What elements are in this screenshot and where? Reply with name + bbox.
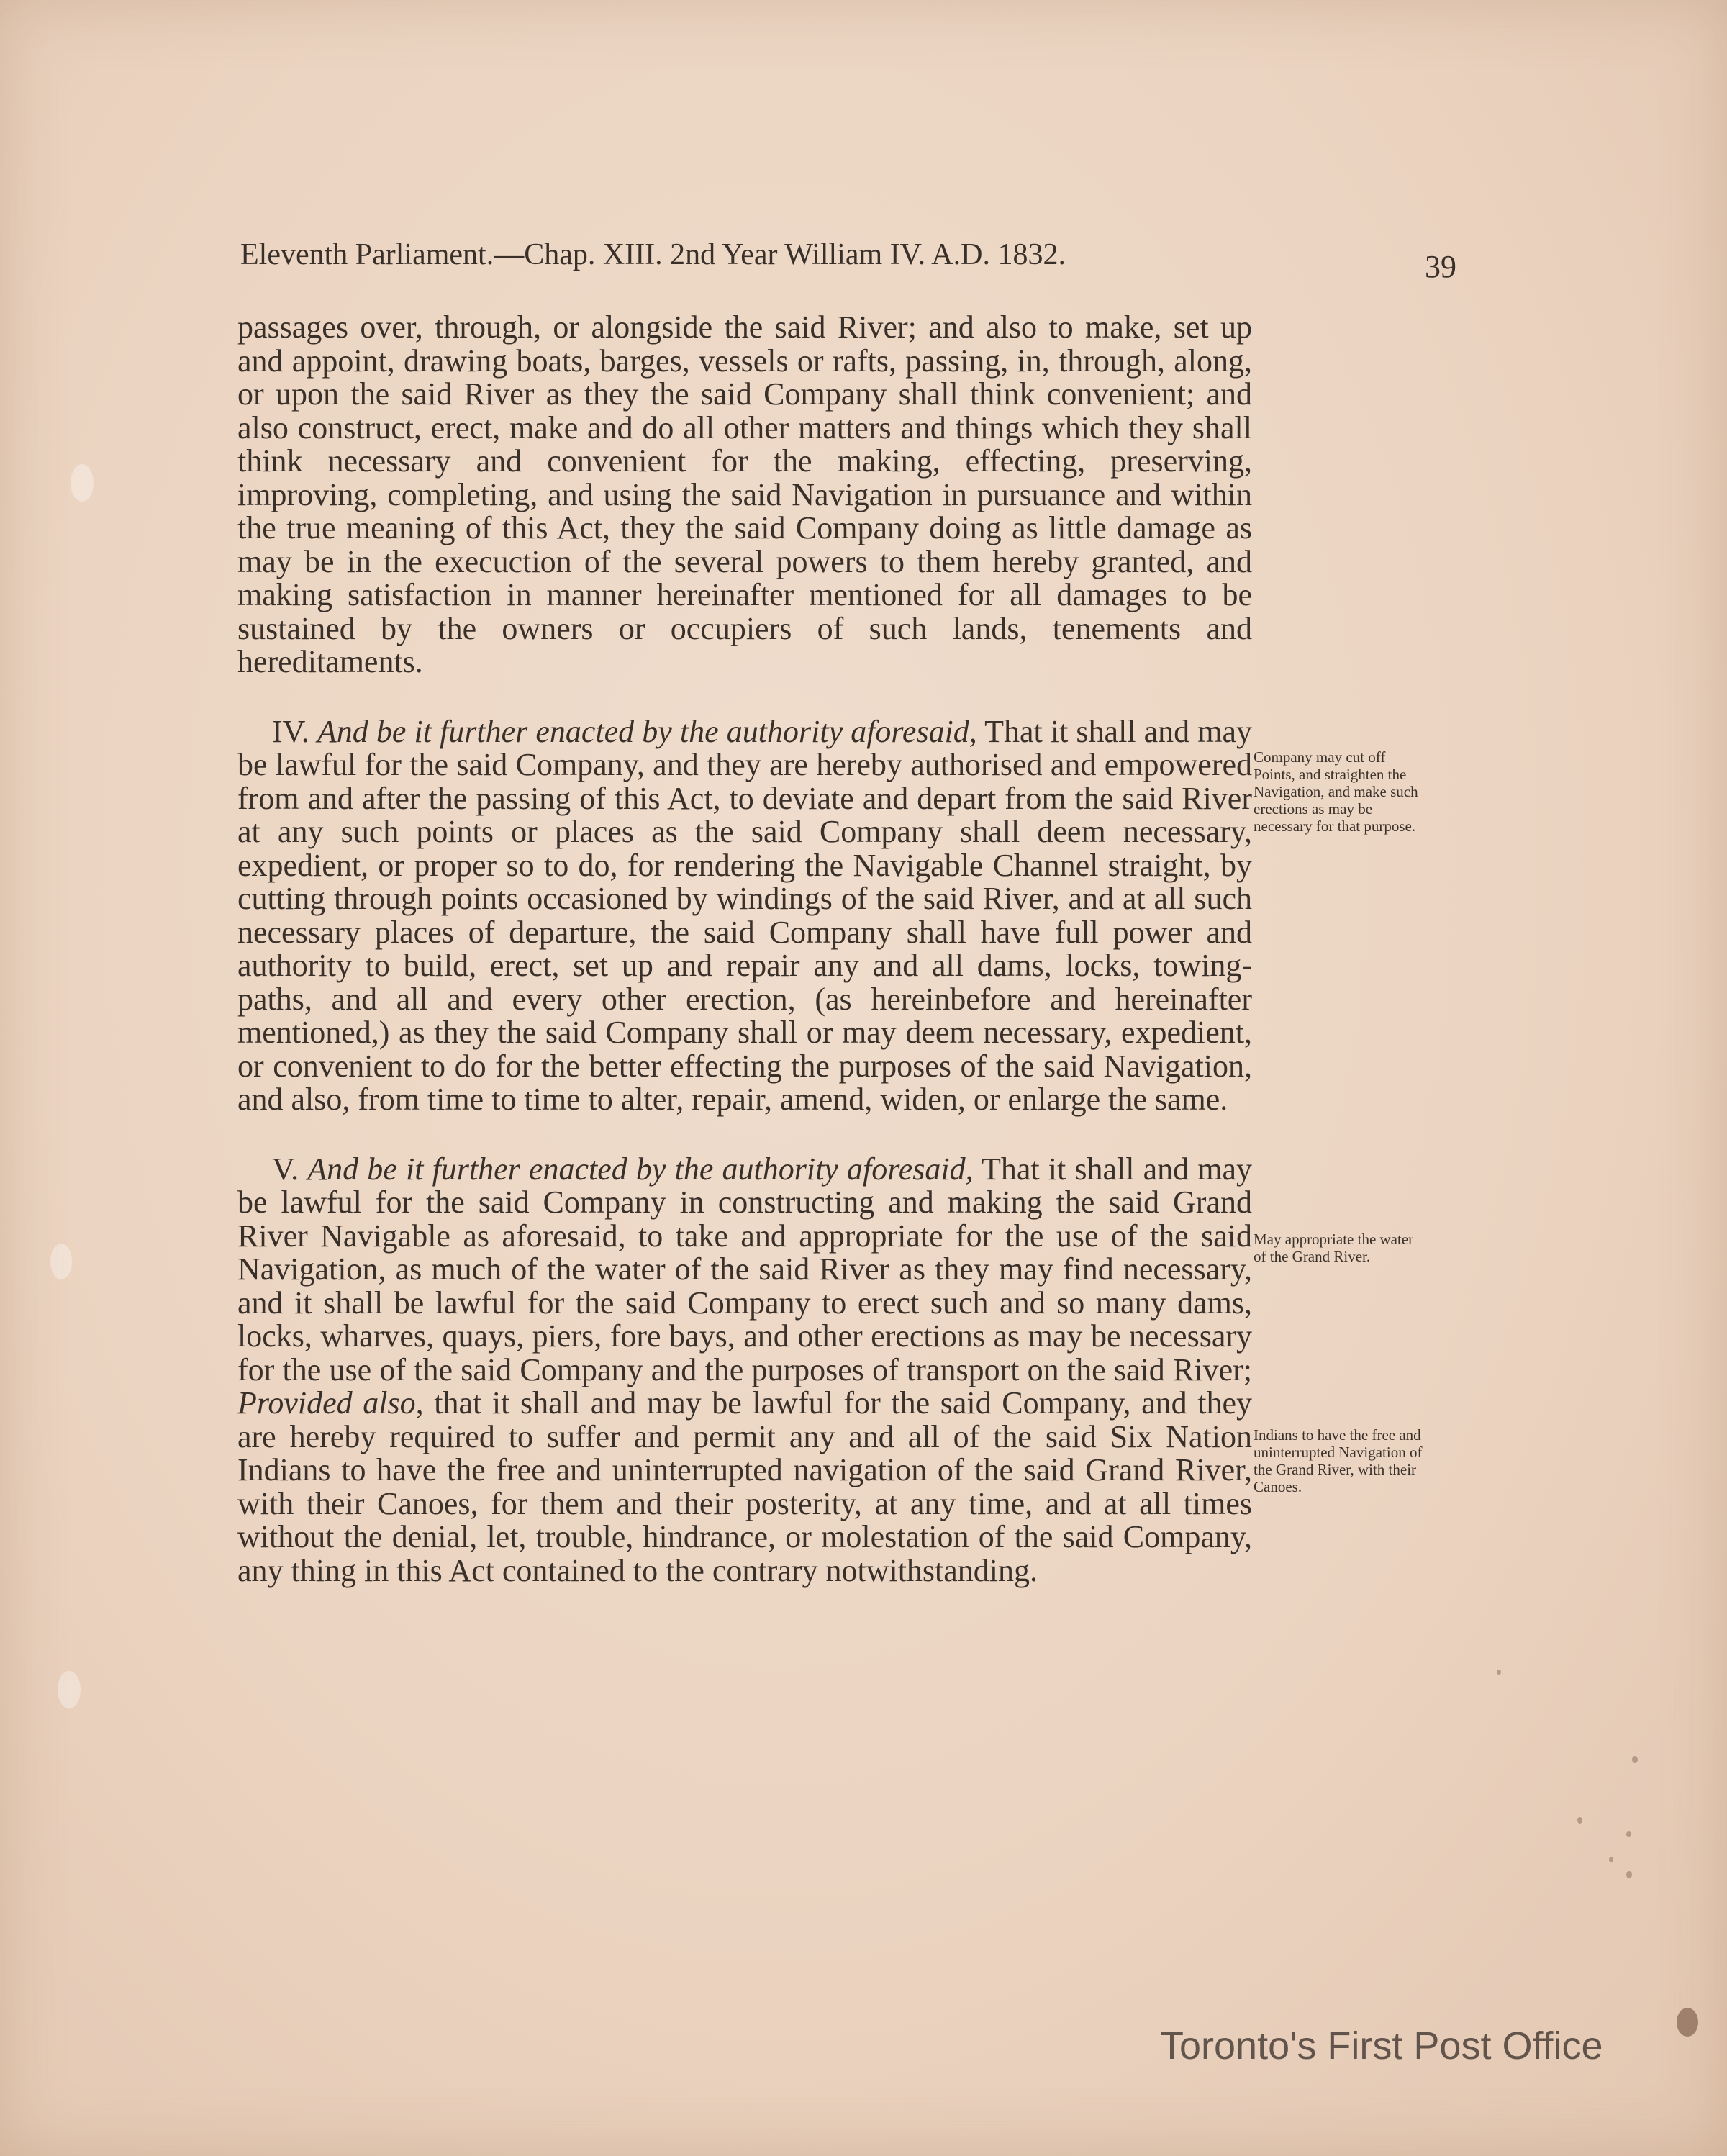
statute-body <box>237 311 1252 1587</box>
section-iv-number: IV. <box>272 713 309 749</box>
section-v-text-b: that it shall and may be lawful for the said Company, and they are hereby required to suffer and permit any and all of the said Six Nation Indians to have the free and uninterrupted navigation of the said Grand River, with their Canoes, for them and their posterity, at any time, and at all times without the denial, let, trouble, hindrance, or molestation of the said Company, any thing in this Act contained to the contrary notwithstanding. <box>237 1385 1253 1588</box>
paragraph-continued: passages over, through, or alongside the said River; and also to make, set up and appoint, drawing boats, barges, vessels or rafts, passing, in, through, along, or upon the said River as they the said Company shall think convenient; and also construct, erect, make and do all other matters and things which they shall think necessary and convenient for the making, effecting, preserving, improving, completing, and using the said Navigation in pursuance and within the true meaning of this Act, they the said Company doing as little damage as may be in the execuction of the several powers to them hereby granted, and making satisfaction in manner hereinafter mentioned for all damages to be sustained by the owners or occupiers of such lands, tenements and hereditaments. <box>237 309 1252 679</box>
foxing-spot <box>1609 1857 1613 1862</box>
marginal-note-indians: Indians to have the free and uninterrupted Navigation of the Grand River, with their Canoes. <box>1254 1426 1423 1495</box>
section-v-number: V. <box>272 1151 299 1187</box>
section-iv-text: That it shall and may be lawful for the said Company, and they are hereby authorised and empowered from and after the passing of this Act, to deviate and depart from the said River at any such points or places as the said Company shall deem necessary, expedient, or proper so to do, for rendering the Navigable Channel straight, by cutting through points occasioned by windings of the said River, and at all such necessary places of departure, the said Company shall have full power and authority to build, erect, set up and repair any and all dams, locks, towing-paths, and all and every other erection, (as hereinbefore and hereinafter mentioned,) as they the said Company shall or may deem necessary, expedient, or convenient to do for the better effecting the purposes of the said Navigation, and also, from time to time to alter, repair, amend, widen, or enlarge the same. <box>237 713 1253 1117</box>
section-v-text-a: That it shall and may be lawful for the said Company in constructing and making the said Grand River Navigable as aforesaid, to take and appropriate for the use of the said Navigation, as much of the water of the said River as they may find necessary, and it shall be lawful for the said Company to erect such and so many dams, locks, wharves, quays, piers, fore bays, and other erections as may be necessary for the use of the said Company and the purposes of transport on the said River; <box>237 1151 1253 1387</box>
running-head: Eleventh Parliament.—Chap. XIII. 2nd Year William IV. A.D. 1832. <box>240 238 1066 271</box>
foxing-spot <box>1632 1756 1638 1763</box>
stain <box>1677 2008 1698 2037</box>
foxing-spot <box>1497 1670 1501 1675</box>
binding-hole <box>71 464 94 502</box>
foxing-spot <box>1626 1871 1632 1878</box>
section-iv <box>237 715 1252 1117</box>
marginal-note-points: Company may cut off Points, and straighten the Navigation, and make such erections as may be necessary for that purpose. <box>1254 748 1418 835</box>
foxing-spot <box>1577 1817 1582 1824</box>
watermark: Toronto's First Post Office <box>1160 2024 1603 2067</box>
section-iv-enacting-clause: And be it further enacted by the authority aforesaid, <box>317 713 977 749</box>
binding-hole <box>50 1244 72 1279</box>
section-v <box>237 1153 1252 1588</box>
section-v-proviso: Provided also, <box>237 1385 424 1421</box>
page-number: 39 <box>1425 249 1456 284</box>
section-v-enacting-clause: And be it further enacted by the authority aforesaid, <box>307 1151 974 1187</box>
binding-hole <box>58 1671 81 1708</box>
marginal-note-water: May appropriate the water of the Grand River. <box>1254 1231 1414 1265</box>
foxing-spot <box>1626 1831 1631 1837</box>
